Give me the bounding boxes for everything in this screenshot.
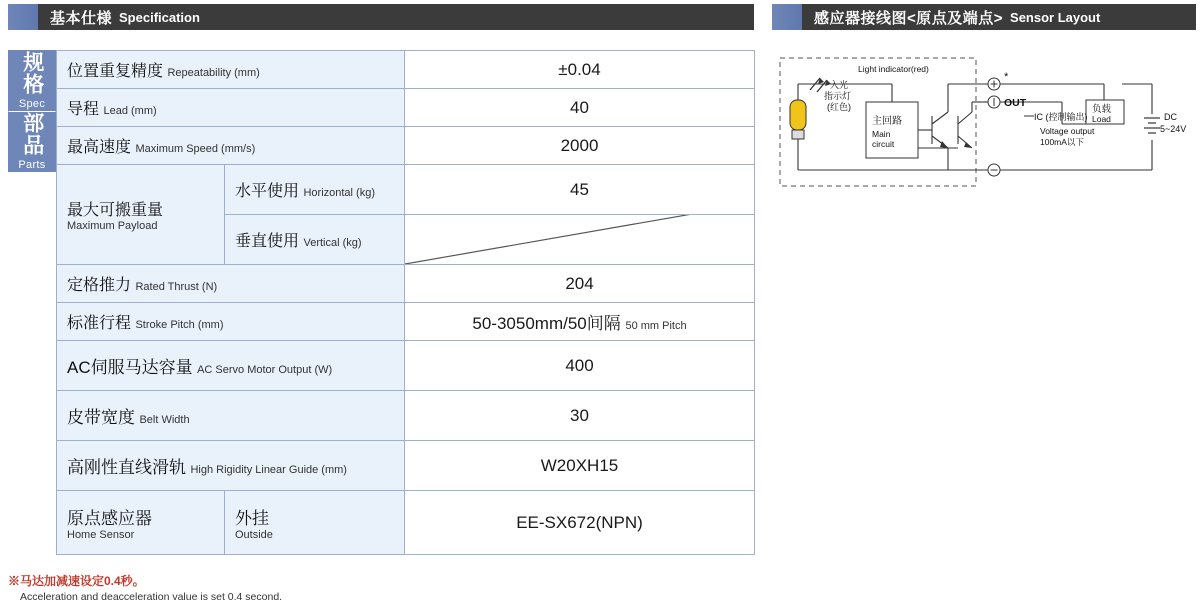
row-sublabel-vertical — [225, 215, 405, 265]
terminal-out — [988, 96, 1000, 108]
specification-title-en: Specification — [119, 9, 200, 25]
row-label-maximum-payload — [57, 165, 225, 265]
row-value-rated-thrust: 204 — [405, 265, 755, 303]
dc-label: DC — [1164, 112, 1177, 122]
table-row — [57, 441, 755, 491]
table-row — [57, 303, 755, 341]
light-indicator-label-cn3: (红色) — [827, 102, 851, 112]
label-cn: 定格推力 — [67, 277, 132, 294]
sensor-title-cn: 感应器接线图<原点及端点> — [814, 9, 1004, 27]
footnote-en: Acceleration and deacceleration value is set 0.4 second. — [20, 591, 283, 603]
row-sublabel-outside — [225, 491, 405, 555]
row-label-ac-servo-motor-output — [57, 341, 405, 391]
sublabel-en: Horizontal (kg) — [303, 187, 375, 199]
sensor-header-body — [802, 4, 1196, 30]
header-accent-bar — [8, 4, 38, 30]
main-circuit-label-en1: Main — [872, 129, 891, 139]
label-en: Maximum Speed (mm/s) — [135, 143, 256, 155]
stroke-pitch-note: 50 mm Pitch — [625, 320, 687, 332]
out-label: OUT — [1004, 97, 1027, 109]
row-sublabel-horizontal — [225, 165, 405, 215]
label-cn: 高刚性直线滑轨 — [67, 458, 186, 477]
row-value-repeatability: ±0.04 — [405, 51, 755, 89]
row-value-home-sensor: EE-SX672(NPN) — [405, 491, 755, 555]
current-limit-label: 100mA以下 — [1040, 137, 1084, 147]
sensor-wiring-diagram — [772, 44, 1196, 204]
label-en: Maximum Payload — [67, 220, 158, 232]
row-label-rated-thrust — [57, 265, 405, 303]
light-indicator-label-cn2: 指示灯 — [824, 91, 852, 101]
label-en: Belt Width — [139, 414, 190, 426]
footnote-cn: ※马达加减速设定0.4秒。 — [8, 574, 145, 588]
incident-light-arrows-icon — [810, 78, 831, 92]
label-en: Lead (mm) — [103, 105, 157, 117]
dc-source-icon — [1144, 118, 1160, 133]
label-cn: 标准行程 — [67, 315, 132, 332]
label-cn: 最大可搬重量 — [67, 202, 164, 219]
label-cn: 皮带宽度 — [67, 408, 135, 427]
label-en: AC Servo Motor Output (W) — [197, 364, 333, 376]
side-label-parts-en: Parts — [18, 159, 46, 171]
terminal-plus — [988, 78, 1000, 90]
light-indicator-label-cn: 入光 — [830, 80, 849, 90]
table-row — [57, 165, 755, 215]
sublabel-cn: 水平使用 — [235, 183, 300, 200]
sensor-diagram-svg — [772, 44, 1196, 204]
side-label-parts-cn: 部品 — [20, 112, 44, 156]
table-row — [57, 391, 755, 441]
sensor-header-accent-bar — [772, 4, 802, 30]
sublabel-en: Vertical (kg) — [303, 237, 362, 249]
row-value-payload-vertical — [405, 215, 755, 265]
asterisk-marker: * — [1004, 71, 1009, 83]
label-cn: 导程 — [67, 101, 100, 118]
voltage-output-label: Voltage output — [1040, 126, 1095, 136]
label-cn: AC伺服马达容量 — [67, 358, 193, 377]
label-en: Repeatability (mm) — [167, 67, 260, 79]
specification-section-header — [8, 4, 754, 30]
row-label-repeatability — [57, 51, 405, 89]
led-indicator-icon — [790, 100, 806, 139]
dc-range-label: 5~24V — [1160, 124, 1187, 134]
table-row — [57, 265, 755, 303]
row-label-linear-guide — [57, 441, 405, 491]
sublabel-en: Outside — [235, 529, 273, 541]
stroke-pitch-main: 50-3050mm/50间隔 — [472, 314, 621, 333]
table-row — [57, 51, 755, 89]
specification-title-cn: 基本仕様 — [50, 9, 113, 27]
row-label-belt-width — [57, 391, 405, 441]
main-circuit-label-cn: 主回路 — [872, 116, 902, 127]
row-value-lead: 40 — [405, 89, 755, 127]
table-row — [57, 341, 755, 391]
light-indicator-label-en: Light indicator(red) — [858, 64, 929, 74]
label-en: High Rigidity Linear Guide (mm) — [190, 464, 347, 476]
label-en: Stroke Pitch (mm) — [135, 319, 224, 331]
table-row — [57, 89, 755, 127]
row-label-home-sensor — [57, 491, 225, 555]
terminal-minus — [988, 164, 1000, 176]
row-label-stroke-pitch — [57, 303, 405, 341]
side-label-spec-cn: 规格 — [20, 51, 44, 95]
table-row — [57, 127, 755, 165]
label-en: Home Sensor — [67, 529, 135, 541]
row-value-linear-guide: W20XH15 — [405, 441, 755, 491]
main-circuit-label-en2: circuit — [872, 139, 895, 149]
side-label-spec-en: Spec — [18, 98, 46, 110]
ic-label: IC (控制输出) — [1034, 112, 1088, 122]
empty-cell-strike-icon — [405, 215, 754, 264]
spec-data-table — [56, 50, 755, 555]
load-label-cn: 负载 — [1092, 104, 1112, 115]
specification-table — [8, 50, 754, 555]
specification-header-body — [38, 4, 754, 30]
load-label-en: Load — [1092, 114, 1111, 124]
row-label-maximum-speed — [57, 127, 405, 165]
row-value-ac-servo-motor-output: 400 — [405, 341, 755, 391]
transistor-symbols-icon — [918, 112, 972, 148]
row-label-lead — [57, 89, 405, 127]
table-row — [57, 491, 755, 555]
label-cn: 位置重复精度 — [67, 63, 164, 80]
side-label-parts — [8, 111, 56, 172]
sensor-title-en: Sensor Layout — [1010, 9, 1101, 25]
row-value-maximum-speed: 2000 — [405, 127, 755, 165]
label-cn: 原点感应器 — [67, 509, 152, 528]
side-label-spec — [8, 50, 56, 111]
sublabel-cn: 外挂 — [235, 509, 269, 528]
sensor-section-header — [772, 4, 1196, 30]
row-value-stroke-pitch — [405, 303, 755, 341]
label-en: Rated Thrust (N) — [135, 281, 218, 293]
row-value-belt-width: 30 — [405, 391, 755, 441]
sublabel-cn: 垂直使用 — [235, 233, 300, 250]
label-cn: 最高速度 — [67, 139, 132, 156]
side-label-column — [8, 50, 56, 555]
row-value-payload-horizontal: 45 — [405, 165, 755, 215]
footnote — [8, 572, 748, 603]
